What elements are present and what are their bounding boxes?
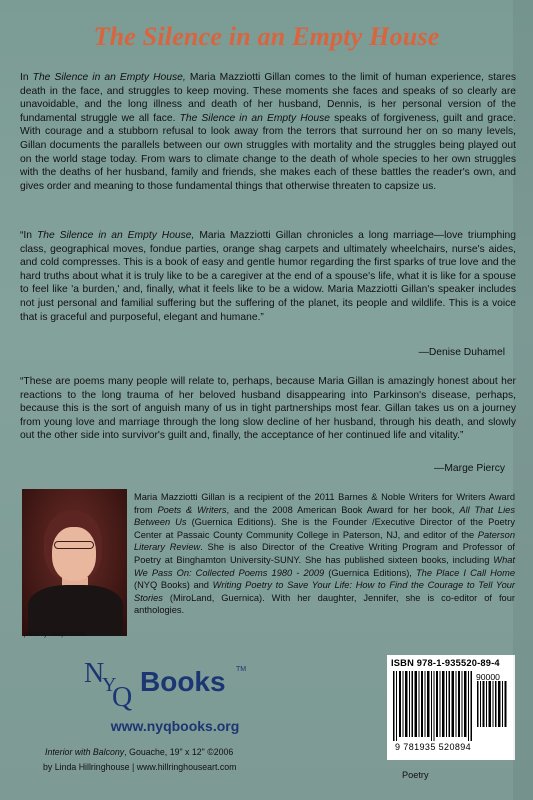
publisher-url: www.nyqbooks.org [110,718,240,734]
book-description: In The Silence in an Empty House, Maria Mazziotti Gillan comes to the limit of human experience, stares death in the face, and struggles to keep moving. These moments she faces and speaks of so clearly are unavoidable, and the long illness and death of her husband, Dennis, is her personal version of the fundamental struggle we all face. The Silence in an Empty House speaks of forgiveness, guilt and grace. With courage and a stubborn refusal to look away from the terrors that surround her on so many levels, Gillan documents the parallels between our own struggles with mortality and the struggles being played out on the world stage today. From wars to climate change to the death of whole species to her own struggles with the deaths of her husband, family and friends, she makes each of these battles the reader's own, and gives order and meaning to those fundamental things that otherwise threaten to capsize us. [20,72,517,192]
author-photo [22,489,127,636]
category-label: Poetry [402,770,429,780]
book-title: The Silence in an Empty House [93,22,440,51]
blurb-duhamel: “In The Silence in an Empty House, Maria Mazziotti Gillan chronicles a long marriage—love triumphing class, geographical moves, fondue parties, orange shag carpets and ultimately wheelchairs, nurse's aides, and cold compresses. This is a book of easy and gentle humor regarding the first sparks of true love and the hard truths about what it is truly like to be a caregiver at the end of a spouse's life, what it is like for a spouse to feel like 'a burden,' and, finally, what it feels like to be a widow. Maria Mazziotti Gillan's speaker includes not just personal and familial suffering but the suffering of the planet, its people and wildlife. This is a voice that is graceful and purposeful, elegant and humane.” [20,230,516,323]
author-bio: Maria Mazziotti Gillan is a recipient of the 2011 Barnes & Noble Writers for Writers Award from Poets & Writers, and the 2008 American Book Award for her book, All That Lies Between Us (Guernica Editions). She is the Founder /Executive Director of the Poetry Center at Passaic County Community College in Paterson, NJ, and editor of the Paterson Literary Review. She is also Director of the Creative Writing Program and Professor of Poetry at Binghamton University-SUNY. She has published sixteen books, including What We Pass On: Collected Poems 1980 - 2009 (Guernica Editions), The Place I Call Home (NYQ Books) and Writing Poetry to Save Your Life: How to Find the Courage to Tell Your Stories (MiroLand, Guernica). With her daughter, Jennifer, she is co-editor of four anthologies. [134,492,516,616]
cover-art-credit: by Linda Hillringhouse | www.hillringhouseart.com [43,762,237,772]
ean-number: 9 781935 520894 [395,742,472,752]
cover-art-caption: Interior with Balcony, Gouache, 19" x 12" ©2006 [45,747,234,757]
blurb-piercy-attribution: —Marge Piercy [434,463,505,474]
isbn-barcode [387,655,515,760]
blurb-duhamel-attribution: —Denise Duhamel [418,347,505,358]
publisher-logo: N Y Q Books TM [84,658,247,713]
photo-credit: photo by Joseph Costa [24,632,86,638]
isbn-number: ISBN 978-1-935520-89-4 [391,658,500,668]
price-code: 90000 [476,672,500,682]
blurb-piercy: “These are poems many people will relate to, perhaps, because Maria Gillan is amazingly honest about her reactions to the long trauma of her beloved husband disappearing into Parkinson's disease, perhaps, because this is the sort of anguish many of us in tight partnerships most fear. Gillan takes us on a journey from young love and marriage through the long slow decline of her husband, through his death, and slowly out the other side into survivor's guilt and, finally, the acceptance of her continued life and vitality.” [20,376,516,442]
